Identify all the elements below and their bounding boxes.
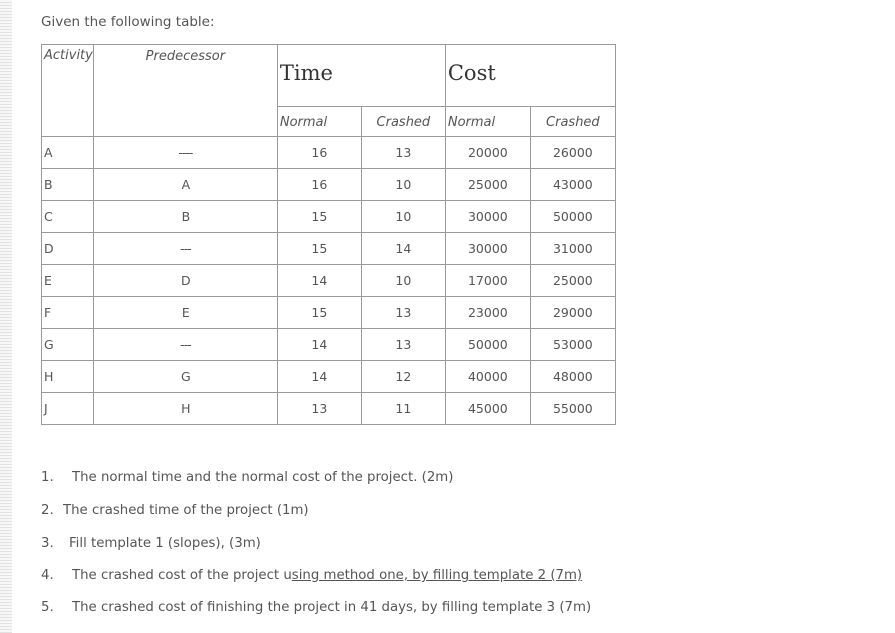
time-normal-cell: 13 bbox=[277, 393, 361, 425]
question-text: The crashed time of the project (1m) bbox=[63, 503, 309, 518]
cost-crashed-cell: 50000 bbox=[530, 201, 615, 233]
cost-normal-header: Normal bbox=[447, 114, 496, 130]
time-crashed-cell: 10 bbox=[361, 201, 445, 233]
table-row bbox=[42, 393, 616, 425]
time-normal-cell: 14 bbox=[277, 329, 361, 361]
activity-cell: J bbox=[42, 393, 94, 425]
question-text: The crashed cost of finishing the project in 41 days, by filling template 3 (7m) bbox=[72, 600, 592, 615]
time-crashed-cell: 13 bbox=[361, 297, 445, 329]
cost-crashed-header: Crashed bbox=[546, 114, 600, 130]
activity-header: Activity bbox=[44, 48, 93, 63]
time-normal-cell: 15 bbox=[277, 233, 361, 265]
table-row bbox=[42, 137, 616, 169]
cost-header: Cost bbox=[447, 61, 496, 85]
predecessor-cell: H bbox=[93, 393, 277, 425]
cost-normal-cell: 25000 bbox=[445, 169, 530, 201]
cost-normal-cell: 50000 bbox=[445, 329, 530, 361]
activity-cell: G bbox=[42, 329, 94, 361]
question-number: 2. bbox=[41, 503, 54, 518]
predecessor-header: Predecessor bbox=[145, 49, 226, 64]
activity-cell: A bbox=[42, 137, 94, 169]
activity-cell: F bbox=[42, 297, 94, 329]
table-body bbox=[42, 137, 616, 425]
header-row-main bbox=[42, 45, 616, 107]
activity-cell: D bbox=[42, 233, 94, 265]
predecessor-cell: D bbox=[93, 265, 277, 297]
predecessor-cell: B bbox=[93, 201, 277, 233]
question-item bbox=[41, 568, 582, 583]
cost-crashed-cell: 26000 bbox=[530, 137, 615, 169]
cost-normal-cell: 17000 bbox=[445, 265, 530, 297]
question-number: 1. bbox=[41, 470, 54, 485]
predecessor-cell: --- bbox=[93, 329, 277, 361]
cost-normal-cell: 20000 bbox=[445, 137, 530, 169]
activity-table bbox=[41, 44, 616, 425]
table-row bbox=[42, 265, 616, 297]
cost-crashed-cell: 29000 bbox=[530, 297, 615, 329]
time-crashed-cell: 11 bbox=[361, 393, 445, 425]
question-number: 5. bbox=[41, 600, 54, 615]
time-crashed-cell: 14 bbox=[361, 233, 445, 265]
cost-normal-cell: 30000 bbox=[445, 233, 530, 265]
time-normal-cell: 15 bbox=[277, 201, 361, 233]
cost-normal-cell: 40000 bbox=[445, 361, 530, 393]
cost-crashed-cell: 53000 bbox=[530, 329, 615, 361]
cost-crashed-cell: 25000 bbox=[530, 265, 615, 297]
cost-crashed-cell: 48000 bbox=[530, 361, 615, 393]
question-item bbox=[41, 600, 591, 615]
predecessor-cell: A bbox=[93, 169, 277, 201]
cost-normal-cell: 45000 bbox=[445, 393, 530, 425]
time-normal-cell: 15 bbox=[277, 297, 361, 329]
cost-normal-cell: 30000 bbox=[445, 201, 530, 233]
question-item bbox=[41, 503, 309, 518]
question-number: 3. bbox=[41, 536, 54, 551]
time-crashed-cell: 10 bbox=[361, 265, 445, 297]
question-number: 4. bbox=[41, 568, 54, 583]
time-normal-cell: 16 bbox=[277, 169, 361, 201]
time-crashed-cell: 13 bbox=[361, 137, 445, 169]
question-text: The normal time and the normal cost of the project. (2m) bbox=[72, 470, 454, 485]
question-text-plain: The crashed cost of the project u bbox=[72, 568, 292, 583]
table-row bbox=[42, 329, 616, 361]
question-text: Fill template 1 (slopes), (3m) bbox=[69, 536, 261, 551]
time-normal-cell: 14 bbox=[277, 361, 361, 393]
activity-cell: B bbox=[42, 169, 94, 201]
predecessor-cell: G bbox=[93, 361, 277, 393]
cost-normal-cell: 23000 bbox=[445, 297, 530, 329]
time-crashed-cell: 13 bbox=[361, 329, 445, 361]
cost-crashed-cell: 43000 bbox=[530, 169, 615, 201]
predecessor-cell: --- bbox=[93, 233, 277, 265]
cost-crashed-cell: 55000 bbox=[530, 393, 615, 425]
table-row bbox=[42, 169, 616, 201]
time-crashed-header: Crashed bbox=[376, 114, 431, 130]
predecessor-cell: ---- bbox=[93, 137, 277, 169]
time-crashed-cell: 10 bbox=[361, 169, 445, 201]
question-text-underlined: sing method one, by filling template 2 (7m) bbox=[291, 568, 583, 583]
time-normal-cell: 14 bbox=[277, 265, 361, 297]
page-gutter bbox=[0, 0, 12, 633]
table-row bbox=[42, 201, 616, 233]
intro-text: Given the following table: bbox=[41, 14, 215, 30]
activity-cell: H bbox=[42, 361, 94, 393]
time-crashed-cell: 12 bbox=[361, 361, 445, 393]
time-header: Time bbox=[279, 61, 333, 85]
activity-cell: C bbox=[42, 201, 94, 233]
predecessor-cell: E bbox=[93, 297, 277, 329]
cost-crashed-cell: 31000 bbox=[530, 233, 615, 265]
question-item bbox=[41, 470, 453, 485]
table-row bbox=[42, 361, 616, 393]
table-row bbox=[42, 233, 616, 265]
time-normal-header: Normal bbox=[279, 114, 328, 130]
activity-cell: E bbox=[42, 265, 94, 297]
question-item bbox=[41, 536, 261, 551]
time-normal-cell: 16 bbox=[277, 137, 361, 169]
table-row bbox=[42, 297, 616, 329]
